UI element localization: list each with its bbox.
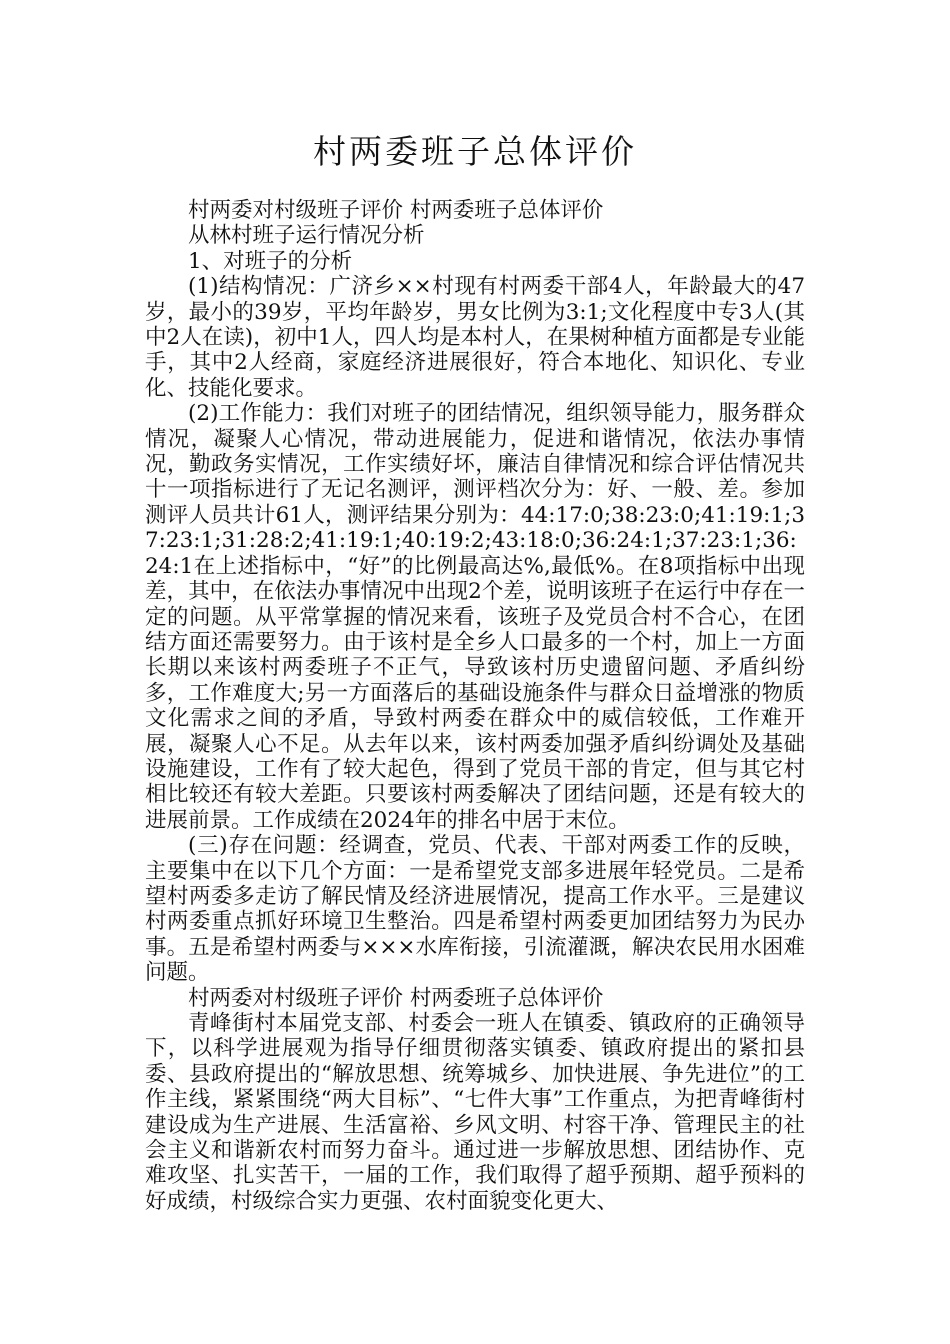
paragraph: 村两委对村级班子评价 村两委班子总体评价 [188, 985, 604, 1011]
paragraph: (2)工作能力：我们对班子的团结情况，组织领导能力，服务群众情况，凝聚人心情况，带动进展能力，促进和谐情况，依法办事情况，勤政务实情况，工作实绩好坏，廉洁自律情况和综合评估情况共十一项指标进行了无记名测评，测评档次分为：好、一般、差。参加测评人员共计61人，测评结果分别为：44:17:0;38:23:0;41:19:1;37:23:1;31:28:2;41:19:1;40:19:2;43:18:0;36:24:1;37:23:1;36:24:1在上述指标中，“好”的比例最高达%,最低%。在8项指标中出现差，其中，在依法办事情况中出现2个差，说明该班子在运行中存在一定的问题。从平常掌握的情况来看，该班子及党员合村不合心，在团结方面还需要努力。由于该村是全乡人口最多的一个村，加上一方面长期以来该村两委班子不正气，导致该村历史遗留问题、矛盾纠纷多，工作难度大;另一方面落后的基础设施条件与群众日益增涨的物质文化需求之间的矛盾，导致村两委在群众中的威信较低，工作难开展，凝聚人心不足。从去年以来，该村两委加强矛盾纠纷调处及基础设施建设，工作有了较大起色，得到了党员干部的肯定，但与其它村相比较还有较大差距。只要该村两委解决了团结问题，还是有较大的进展前景。工作成绩在2024年的排名中居于末位。 [145, 401, 805, 833]
document-body [145, 198, 805, 1214]
document-title: 村两委班子总体评价 [313, 132, 637, 171]
paragraph: (1)结构情况：广济乡××村现有村两委干部4人，年龄最大的47岁，最小的39岁，平均年龄岁，男女比例为3:1;文化程度中专3人(其中2人在读)，初中1人，四人均是本村人，在果树种植方面都是专业能手，其中2人经商，家庭经济进展很好，符合本地化、知识化、专业化、技能化要求。 [145, 274, 805, 401]
paragraph: 1、对班子的分析 [188, 248, 353, 274]
paragraph: (三)存在问题：经调查，党员、代表、干部对两委工作的反映，主要集中在以下几个方面：一是希望党支部多进展年轻党员。二是希望村两委多走访了解民情及经济进展情况，提高工作水平。三是建议村两委重点抓好环境卫生整治。四是希望村两委更加团结努力为民办事。五是希望村两委与×××水库衔接，引流灌溉，解决农民用水困难问题。 [145, 833, 805, 986]
paragraph: 从林村班子运行情况分析 [188, 223, 425, 249]
paragraph: 村两委对村级班子评价 村两委班子总体评价 [188, 198, 604, 223]
paragraph: 青峰街村本届党支部、村委会一班人在镇委、镇政府的正确领导下，以科学进展观为指导仔细贯彻落实镇委、镇政府提出的紧扣县委、县政府提出的“解放思想、统筹城乡、加快进展、争先进位”的工作主线，紧紧围绕“两大目标”、“七件大事”工作重点，为把青峰街村建设成为生产进展、生活富裕、乡风文明、村容干净、管理民主的社会主义和谐新农村而努力奋斗。通过进一步解放思想、团结协作、克难攻坚、扎实苦干，一届的工作，我们取得了超乎预期、超乎预料的好成绩，村级综合实力更强、农村面貌变化更大、 [145, 1011, 805, 1214]
